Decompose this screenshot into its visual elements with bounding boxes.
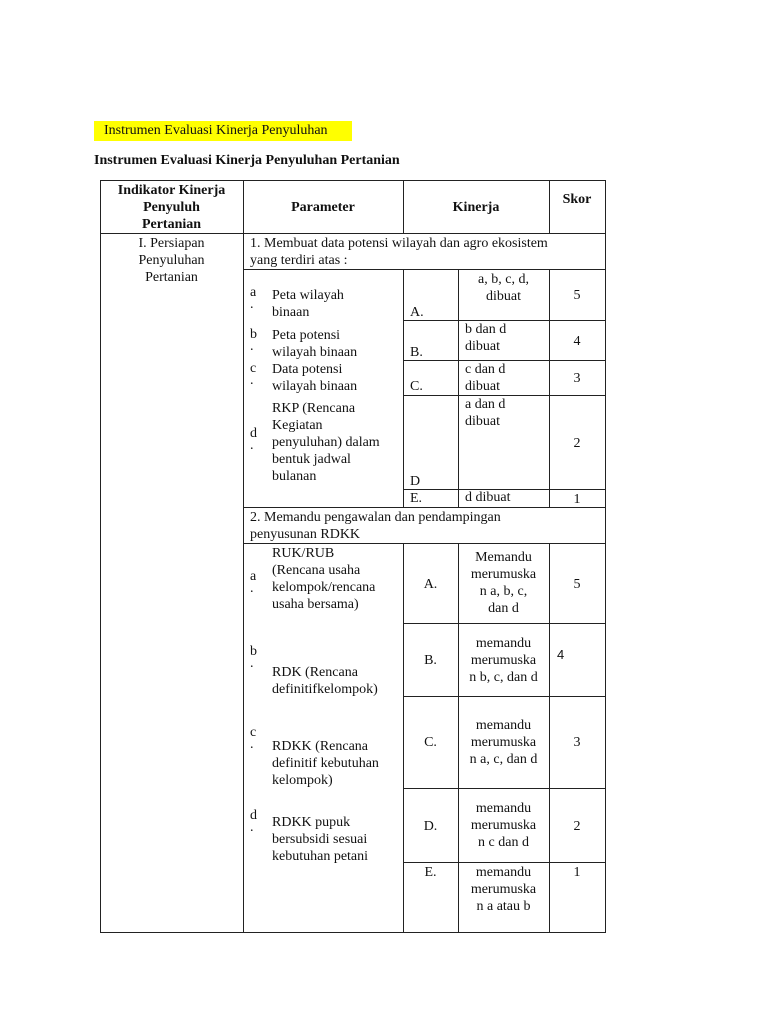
highlighted-heading: Instrumen Evaluasi Kinerja Penyuluhan — [94, 121, 352, 141]
indicator-cell: I. Persiapan Penyuluhan Pertanian — [138, 236, 205, 285]
section1-grade-e: E. — [410, 491, 423, 506]
section2-param-text-b: RDK (Rencana definitifkelompok) — [272, 665, 378, 697]
section2-grade-d: D. — [423, 819, 438, 834]
section2-skor-b: 4 — [557, 647, 565, 662]
section1-skor-e: 1 — [573, 492, 581, 507]
section1-grade-b: B. — [410, 345, 423, 360]
section1-param-text-b: Peta potensi wilayah binaan — [272, 328, 358, 360]
section2-param-text-c: RDKK (Rencana definitif kebutuhan kelompok) — [272, 739, 379, 788]
section1-grade-c: C. — [410, 379, 423, 394]
section1-kinerja-e: d dibuat — [465, 490, 511, 505]
section2-grade-e: E. — [424, 865, 437, 880]
section2-skor-d: 2 — [573, 819, 581, 834]
section1-kinerja-c: c dan d dibuat — [465, 362, 506, 394]
section2-grade-b: B. — [424, 653, 437, 668]
section1-param-text-c: Data potensi wilayah binaan — [272, 362, 358, 394]
section2-skor-a: 5 — [573, 577, 581, 592]
section1-skor-c: 3 — [573, 371, 581, 386]
section2-param-text-a: RUK/RUB (Rencana usaha kelompok/rencana usaha bersama) — [272, 546, 376, 612]
header-parameter: Parameter — [291, 200, 355, 215]
section2-param-letter-d: d . — [250, 808, 257, 835]
section2-kinerja-a: Memandu merumuska n a, b, c, dan d — [470, 550, 537, 616]
section1-param-text-a: Peta wilayah binaan — [272, 288, 344, 320]
section2-kinerja-d: memandu merumuska n c dan d — [470, 801, 537, 850]
section2-param-letter-a: a . — [250, 569, 257, 596]
header-indicator: Indikator Kinerja Penyuluh Pertanian — [117, 183, 226, 232]
section1-kinerja-a: a, b, c, d, dibuat — [478, 272, 529, 304]
section2-skor-c: 3 — [573, 735, 581, 750]
header-kinerja: Kinerja — [452, 200, 500, 215]
section2-param-letter-b: b . — [250, 644, 257, 671]
section1-param-letter-a: a . — [250, 285, 257, 312]
section2-skor-e: 1 — [573, 865, 581, 880]
section1-grade-d: D — [410, 474, 421, 489]
section2-title: 2. Memandu pengawalan dan pendampingan penyusunan RDKK — [250, 510, 501, 542]
section1-param-text-d: RKP (Rencana Kegiatan penyuluhan) dalam bentuk jadwal bulanan — [272, 401, 380, 484]
section1-kinerja-b: b dan d dibuat — [465, 322, 507, 354]
header-skor: Skor — [562, 192, 592, 207]
section2-kinerja-c: memandu merumuska n a, c, dan d — [469, 718, 538, 767]
section2-grade-c: C. — [424, 735, 437, 750]
section1-skor-a: 5 — [573, 288, 581, 303]
section1-skor-d: 2 — [573, 436, 581, 451]
section1-grade-a: A. — [410, 305, 424, 320]
section2-grade-a: A. — [423, 577, 438, 592]
section1-kinerja-d: a dan d dibuat — [465, 397, 506, 429]
section2-kinerja-b: memandu merumuska n b, c, dan d — [469, 636, 538, 685]
section2-kinerja-e: memandu merumuska n a atau b — [470, 865, 537, 914]
section1-title: 1. Membuat data potensi wilayah dan agro ekosistem yang terdiri atas : — [250, 236, 548, 268]
section2-param-letter-c: c . — [250, 725, 257, 752]
section2-param-text-d: RDKK pupuk bersubsidi sesuai kebutuhan petani — [272, 815, 369, 864]
section1-param-letter-d: d . — [250, 426, 257, 453]
section1-param-letter-c: c . — [250, 361, 257, 388]
document-title: Instrumen Evaluasi Kinerja Penyuluhan Pertanian — [94, 153, 400, 168]
section1-skor-b: 4 — [573, 334, 581, 349]
section1-param-letter-b: b . — [250, 327, 257, 354]
